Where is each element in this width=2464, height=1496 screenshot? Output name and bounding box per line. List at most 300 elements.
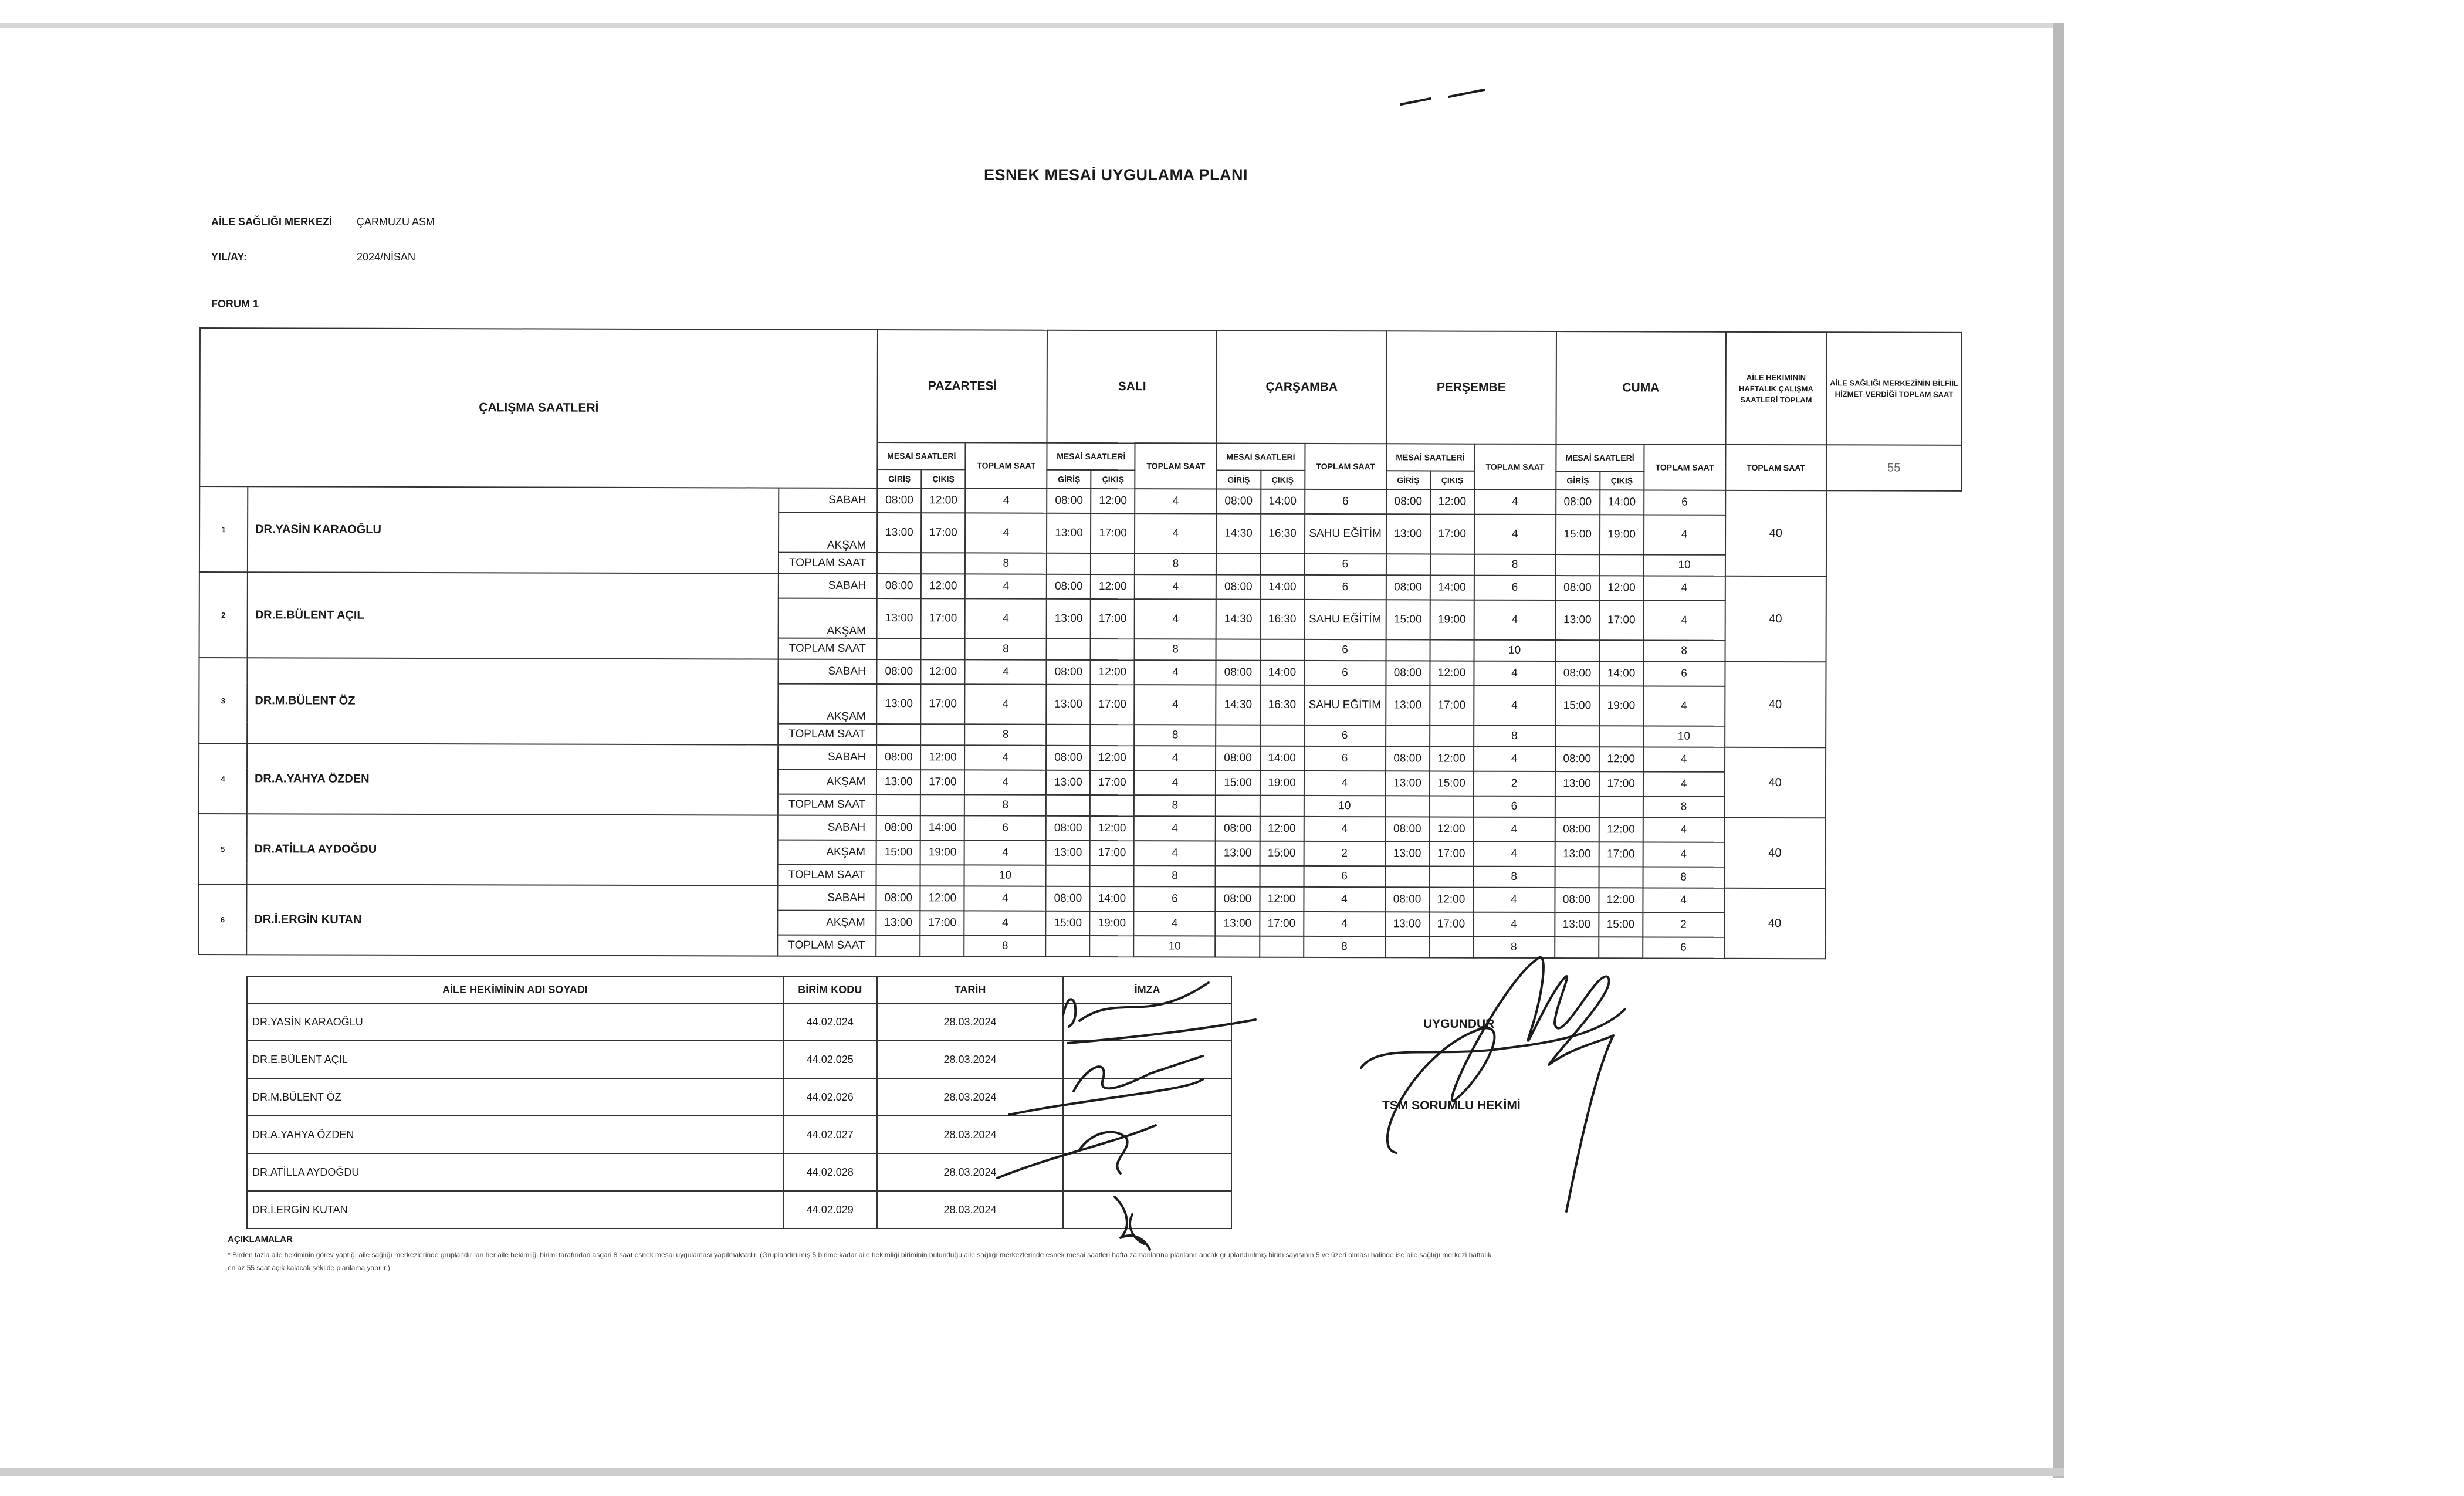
start-time: 08:00 xyxy=(1386,661,1430,685)
shift-hours: 4 xyxy=(1134,770,1216,795)
start-time: 13:00 xyxy=(877,684,921,724)
day-total-value: 8 xyxy=(1474,554,1555,576)
shift-label-sabah: SABAH xyxy=(778,815,876,840)
row-total-label: TOPLAM SAAT xyxy=(778,724,876,745)
end-time: 16:30 xyxy=(1260,685,1304,725)
cikis-header: ÇIKIŞ xyxy=(1600,471,1644,490)
shift-hours: 6 xyxy=(1643,661,1725,686)
day-total-value: 10 xyxy=(1474,640,1555,661)
document-title: ESNEK MESAİ UYGULAMA PLANI xyxy=(984,166,1248,184)
shift-hours: 4 xyxy=(1135,513,1216,553)
center-label: AİLE SAĞLIĞI MERKEZİ xyxy=(211,216,333,228)
shift-hours: 4 xyxy=(1643,842,1724,867)
day-total-header: TOPLAM SAAT xyxy=(1135,443,1217,489)
shift-hours: 4 xyxy=(1474,686,1555,726)
day-header-monday: PAZARTESİ xyxy=(878,330,1048,443)
shift-hours: 4 xyxy=(1474,515,1556,554)
start-time: 13:00 xyxy=(1386,514,1430,554)
day-total-header: TOPLAM SAAT xyxy=(1644,444,1725,490)
day-total-value: 8 xyxy=(1643,796,1724,817)
start-time: 08:00 xyxy=(1386,489,1430,514)
start-time: 08:00 xyxy=(1555,661,1599,686)
end-time: 16:30 xyxy=(1260,600,1304,639)
doctor-number: 4 xyxy=(199,743,247,814)
day-total-value: 6 xyxy=(1643,937,1724,958)
cikis-header: ÇIKIŞ xyxy=(1091,470,1135,489)
giris-header: GİRİŞ xyxy=(878,469,922,488)
start-time: 13:00 xyxy=(1385,912,1429,936)
cikis-header: ÇIKIŞ xyxy=(922,469,966,488)
end-time: 12:00 xyxy=(1091,660,1135,685)
start-time: 15:00 xyxy=(1386,600,1430,639)
doctor-number: 5 xyxy=(199,814,247,884)
start-time: 08:00 xyxy=(1216,661,1260,685)
day-total-value: 10 xyxy=(1304,796,1385,817)
end-time: 15:00 xyxy=(1429,771,1473,796)
center-value: ÇARMUZU ASM xyxy=(357,216,435,228)
row-total-label: TOPLAM SAAT xyxy=(778,865,876,886)
sig-doctor-name: DR.YASİN KARAOĞLU xyxy=(247,1003,783,1041)
start-time: 08:00 xyxy=(1386,746,1430,771)
end-time: 12:00 xyxy=(1599,576,1643,600)
signature-4 xyxy=(1115,1197,1150,1250)
day-total-value: 8 xyxy=(964,794,1046,815)
shift-label-aksam: AKŞAM xyxy=(779,598,877,638)
start-time: 13:00 xyxy=(1555,771,1599,796)
sig-doctor-name: DR.E.BÜLENT AÇIL xyxy=(247,1041,783,1078)
shift-hours: 2 xyxy=(1643,912,1724,937)
doctor-name: DR.ATİLLA AYDOĞDU xyxy=(247,814,779,885)
start-time: 08:00 xyxy=(1555,747,1599,771)
end-time: 19:00 xyxy=(1600,515,1644,554)
shift-hours: 4 xyxy=(1474,600,1555,640)
shift-hours: 4 xyxy=(1474,490,1556,515)
shift-hours: 4 xyxy=(964,886,1046,911)
end-time: 17:00 xyxy=(1090,841,1134,865)
doctor-name: DR.M.BÜLENT ÖZ xyxy=(247,658,779,744)
end-time: 14:00 xyxy=(1600,490,1644,515)
start-time: 08:00 xyxy=(1047,489,1091,513)
shift-label-sabah: SABAH xyxy=(778,745,876,770)
weekly-total-value: 40 xyxy=(1724,888,1825,959)
shift-label-sabah: SABAH xyxy=(778,886,876,911)
sig-date: 28.03.2024 xyxy=(877,1078,1064,1116)
end-time: 19:00 xyxy=(1260,771,1304,796)
shift-hours: 4 xyxy=(1643,771,1725,796)
shift-hours: 4 xyxy=(1643,600,1725,640)
shift-hours: 4 xyxy=(1473,842,1555,867)
shift-hours: SAHU EĞİTİM xyxy=(1304,685,1386,725)
shift-hours: 6 xyxy=(1474,576,1555,600)
weekly-total-header: AİLE HEKİMİNİN HAFTALIK ÇALIŞMA SAATLERİ TOPLAM xyxy=(1725,332,1827,445)
end-time: 12:00 xyxy=(921,659,965,684)
cikis-header: ÇIKIŞ xyxy=(1261,471,1305,489)
doctor-number: 6 xyxy=(198,884,246,955)
shift-hours: 4 xyxy=(1473,817,1555,842)
sig-date: 28.03.2024 xyxy=(877,1003,1064,1041)
shift-hours: 6 xyxy=(1304,661,1386,685)
shift-label-sabah: SABAH xyxy=(779,574,877,598)
end-time: 14:00 xyxy=(1599,661,1643,686)
end-time: 17:00 xyxy=(1599,600,1643,640)
signature-1 xyxy=(1063,983,1255,1043)
day-total-value: 8 xyxy=(1134,795,1216,816)
shift-hours: 4 xyxy=(1135,574,1216,599)
end-time: 17:00 xyxy=(1429,912,1473,936)
weekly-total-subheader: TOPLAM SAAT xyxy=(1725,445,1826,490)
period-label: YIL/AY: xyxy=(211,251,248,263)
start-time: 08:00 xyxy=(877,659,921,684)
shift-hours: 6 xyxy=(1644,490,1725,515)
shift-hours: 6 xyxy=(964,815,1046,840)
start-time: 08:00 xyxy=(877,574,921,598)
end-time: 12:00 xyxy=(1090,746,1134,770)
shift-hours: 2 xyxy=(1473,771,1555,796)
shift-hours: 4 xyxy=(965,513,1047,553)
end-time: 19:00 xyxy=(1090,911,1134,936)
giris-header: GİRİŞ xyxy=(1047,470,1091,489)
shift-hours: 4 xyxy=(1473,912,1555,937)
end-time: 19:00 xyxy=(920,840,964,865)
start-time: 08:00 xyxy=(1047,574,1091,599)
day-header-tuesday: SALI xyxy=(1047,330,1217,444)
officer-title: TSM SORUMLU HEKİMİ xyxy=(1382,1099,1521,1112)
end-time: 12:00 xyxy=(1091,489,1135,513)
end-time: 17:00 xyxy=(920,770,964,794)
sig-unit-code: 44.02.026 xyxy=(783,1078,877,1116)
shift-hours: 4 xyxy=(1135,489,1217,513)
start-time: 08:00 xyxy=(1555,888,1599,912)
sig-date: 28.03.2024 xyxy=(877,1116,1064,1153)
start-time: 13:00 xyxy=(1555,912,1599,937)
shift-hours: 4 xyxy=(964,840,1046,865)
start-time: 08:00 xyxy=(1385,887,1429,912)
end-time: 12:00 xyxy=(1430,661,1474,685)
start-time: 08:00 xyxy=(1216,817,1260,841)
end-time: 19:00 xyxy=(1599,686,1643,726)
end-time: 17:00 xyxy=(1599,771,1643,796)
day-total-value: 8 xyxy=(1474,726,1555,747)
notes-text: * Birden fazla aile hekiminin görev yaptığı aile sağlığı merkezlerinde gruplandırılan her aile hekimliği birimi tarafından asgari 8 saat esnek mesai uygulaması yapılmaktadır. (Gruplandırılmış 5 birime kadar aile hekimliği biriminin bulunduğu aile sağlığı merkezlerinde esnek mesai saatleri hafta zamanlarına planlanır ancak gruplandırılmış birim sayısının 5 ve üzeri olması halinde ise aile sağlığı merkezi haftalık en az 55 saat açık kalacak şekilde planlama yapılır.) xyxy=(228,1251,1492,1272)
sig-doctor-name: DR.M.BÜLENT ÖZ xyxy=(247,1078,783,1116)
center-total-value: 55 xyxy=(1826,445,1961,491)
mesai-header: MESAİ SAATLERİ xyxy=(1386,444,1474,471)
shift-hours: 4 xyxy=(1474,747,1555,771)
end-time: 12:00 xyxy=(1429,817,1473,841)
sig-date: 28.03.2024 xyxy=(877,1191,1064,1228)
shift-hours: 4 xyxy=(964,745,1046,770)
cikis-header: ÇIKIŞ xyxy=(1430,471,1474,489)
end-time: 17:00 xyxy=(1430,514,1474,554)
shift-hours: 4 xyxy=(1643,817,1724,842)
start-time: 08:00 xyxy=(1555,576,1599,600)
end-time: 12:00 xyxy=(1429,887,1473,912)
sig-doctor-name: DR.A.YAHYA ÖZDEN xyxy=(247,1116,783,1153)
start-time: 08:00 xyxy=(1555,817,1599,842)
start-time: 13:00 xyxy=(1385,841,1429,866)
end-time: 16:30 xyxy=(1260,514,1304,554)
day-total-value: 8 xyxy=(1473,937,1555,958)
sig-header-date: TARİH xyxy=(877,976,1064,1003)
day-total-value: 6 xyxy=(1304,725,1386,746)
row-total-label: TOPLAM SAAT xyxy=(779,553,877,574)
day-header-wednesday: ÇARŞAMBA xyxy=(1217,331,1387,444)
shift-hours: 4 xyxy=(965,574,1047,598)
start-time: 13:00 xyxy=(1555,842,1599,867)
doctor-number: 1 xyxy=(199,486,248,572)
start-time: 15:00 xyxy=(876,840,920,865)
start-time: 08:00 xyxy=(1046,746,1090,770)
start-time: 08:00 xyxy=(1046,886,1090,911)
day-total-value: 8 xyxy=(1643,867,1724,888)
end-time: 12:00 xyxy=(921,574,965,598)
start-time: 08:00 xyxy=(1217,489,1261,514)
weekly-total-value: 40 xyxy=(1725,490,1826,576)
start-time: 15:00 xyxy=(1555,686,1599,726)
day-total-value: 6 xyxy=(1304,554,1386,575)
end-time: 14:00 xyxy=(1090,886,1134,911)
end-time: 12:00 xyxy=(1599,747,1643,771)
shift-hours: 4 xyxy=(1134,841,1216,865)
shift-hours: 4 xyxy=(1643,888,1724,912)
sig-unit-code: 44.02.025 xyxy=(783,1041,877,1078)
row-total-label: TOPLAM SAAT xyxy=(779,638,877,659)
row-total-label: TOPLAM SAAT xyxy=(778,794,876,815)
start-time: 08:00 xyxy=(1216,887,1260,912)
sig-header-code: BİRİM KODU xyxy=(783,976,877,1003)
period-value: 2024/NİSAN xyxy=(357,251,416,263)
weekly-total-value: 40 xyxy=(1724,747,1825,818)
start-time: 13:00 xyxy=(1385,771,1429,796)
day-total-header: TOPLAM SAAT xyxy=(1474,444,1556,490)
start-time: 08:00 xyxy=(1216,746,1260,771)
sig-unit-code: 44.02.024 xyxy=(783,1003,877,1041)
end-time: 12:00 xyxy=(1091,574,1135,599)
shift-hours: 4 xyxy=(1474,661,1555,686)
center-total-header: AİLE SAĞLIĞI MERKEZİNİN BİLFİİL HİZMET VERDİĞİ TOPLAM SAAT xyxy=(1826,332,1962,445)
day-header-thursday: PERŞEMBE xyxy=(1386,331,1556,444)
day-total-value: 10 xyxy=(1643,726,1725,747)
shift-hours: 4 xyxy=(1473,888,1555,912)
start-time: 13:00 xyxy=(1555,600,1599,640)
end-time: 12:00 xyxy=(1260,887,1304,912)
weekly-total-value: 40 xyxy=(1724,818,1825,888)
end-time: 14:00 xyxy=(1260,746,1304,771)
end-time: 19:00 xyxy=(1430,600,1474,639)
shift-hours: 4 xyxy=(1135,660,1216,685)
start-time: 08:00 xyxy=(876,886,920,911)
shift-hours: 4 xyxy=(966,488,1047,513)
mesai-header: MESAİ SAATLERİ xyxy=(1047,443,1135,470)
start-time: 13:00 xyxy=(1047,685,1091,725)
shift-hours: 4 xyxy=(1304,912,1385,936)
day-total-header: TOPLAM SAAT xyxy=(1305,444,1386,489)
signature-2 xyxy=(1009,1056,1203,1115)
start-time: 13:00 xyxy=(1046,770,1090,795)
shift-hours: 4 xyxy=(1135,685,1216,725)
end-time: 12:00 xyxy=(920,886,964,911)
shift-hours: 4 xyxy=(964,770,1046,794)
start-time: 08:00 xyxy=(1216,575,1260,600)
end-time: 12:00 xyxy=(1090,816,1134,841)
shift-hours: 4 xyxy=(1643,686,1725,726)
shift-hours: 4 xyxy=(1644,515,1725,554)
start-time: 15:00 xyxy=(1556,515,1600,554)
start-time: 08:00 xyxy=(1385,817,1429,841)
signature-3 xyxy=(997,1125,1156,1178)
shift-hours: 4 xyxy=(1304,817,1385,841)
day-total-value: 6 xyxy=(1304,639,1386,661)
end-time: 14:00 xyxy=(1260,575,1304,600)
sig-header-name: AİLE HEKİMİNİN ADI SOYADI xyxy=(247,976,783,1003)
shift-hours: 6 xyxy=(1304,746,1386,771)
sig-header-signature: İMZA xyxy=(1063,976,1231,1003)
sig-doctor-name: DR.İ.ERGİN KUTAN xyxy=(247,1191,783,1228)
doctor-name: DR.İ.ERGİN KUTAN xyxy=(246,884,778,956)
day-total-value: 10 xyxy=(1134,936,1216,957)
shift-hours: 4 xyxy=(964,911,1046,935)
approval-signature xyxy=(1361,957,1625,1211)
day-total-value: 8 xyxy=(1134,865,1216,886)
shift-hours: 4 xyxy=(965,684,1047,724)
end-time: 12:00 xyxy=(1599,817,1643,842)
start-time: 15:00 xyxy=(1046,911,1090,936)
end-time: 15:00 xyxy=(1599,912,1643,937)
end-time: 17:00 xyxy=(1091,513,1135,553)
shift-hours: 6 xyxy=(1134,886,1216,911)
end-time: 12:00 xyxy=(1260,817,1304,841)
end-time: 17:00 xyxy=(1430,685,1474,725)
start-time: 13:00 xyxy=(1216,912,1260,936)
day-total-value: 8 xyxy=(964,935,1046,956)
start-time: 14:30 xyxy=(1216,600,1260,639)
doctor-number: 3 xyxy=(199,658,247,743)
shift-hours: 6 xyxy=(1304,575,1386,600)
sig-unit-code: 44.02.029 xyxy=(783,1191,877,1228)
shift-hours: 4 xyxy=(1304,771,1385,796)
shift-hours: 4 xyxy=(1135,599,1216,639)
shift-hours: 4 xyxy=(965,659,1047,684)
start-time: 13:00 xyxy=(877,513,921,553)
end-time: 17:00 xyxy=(1091,685,1135,725)
start-time: 14:30 xyxy=(1216,685,1260,725)
giris-header: GİRİŞ xyxy=(1386,471,1430,489)
start-time: 13:00 xyxy=(1047,513,1091,553)
start-time: 13:00 xyxy=(876,911,920,935)
mesai-header: MESAİ SAATLERİ xyxy=(1217,444,1305,471)
start-time: 08:00 xyxy=(1046,816,1090,841)
day-total-value: 10 xyxy=(1644,554,1725,576)
giris-header: GİRİŞ xyxy=(1556,471,1600,490)
end-time: 14:00 xyxy=(1260,661,1304,685)
end-time: 14:00 xyxy=(1261,489,1305,514)
start-time: 15:00 xyxy=(1216,771,1260,796)
work-hours-header: ÇALIŞMA SAATLERİ xyxy=(199,328,878,488)
shift-hours: 4 xyxy=(1134,911,1216,936)
shift-label-aksam: AKŞAM xyxy=(779,513,877,553)
start-time: 08:00 xyxy=(1556,490,1600,515)
shift-hours: 4 xyxy=(1643,576,1725,600)
mesai-header: MESAİ SAATLERİ xyxy=(878,442,966,469)
sig-doctor-name: DR.ATİLLA AYDOĞDU xyxy=(247,1153,783,1191)
end-time: 14:00 xyxy=(920,815,964,840)
sig-unit-code: 44.02.027 xyxy=(783,1116,877,1153)
day-total-value: 8 xyxy=(1135,639,1216,660)
shift-hours: 4 xyxy=(965,598,1047,638)
shift-hours: SAHU EĞİTİM xyxy=(1305,514,1386,554)
end-time: 17:00 xyxy=(921,513,965,553)
shift-label-aksam: AKŞAM xyxy=(778,840,876,865)
start-time: 08:00 xyxy=(876,815,920,840)
end-time: 17:00 xyxy=(1260,912,1304,936)
end-time: 12:00 xyxy=(1430,489,1474,514)
end-time: 17:00 xyxy=(921,684,965,724)
start-time: 08:00 xyxy=(878,488,922,513)
end-time: 17:00 xyxy=(920,911,964,935)
shift-hours: 4 xyxy=(1134,816,1216,841)
shift-hours: 6 xyxy=(1305,489,1386,514)
start-time: 08:00 xyxy=(1047,660,1091,685)
end-time: 12:00 xyxy=(920,745,964,770)
sig-date: 28.03.2024 xyxy=(877,1041,1064,1078)
end-time: 12:00 xyxy=(1430,746,1474,771)
shift-label-sabah: SABAH xyxy=(779,659,877,684)
start-time: 08:00 xyxy=(876,745,920,770)
shift-label-aksam: AKŞAM xyxy=(779,684,877,724)
end-time: 17:00 xyxy=(1090,770,1134,795)
day-header-friday: CUMA xyxy=(1556,331,1726,445)
doctor-name: DR.E.BÜLENT AÇIL xyxy=(248,572,779,659)
start-time: 13:00 xyxy=(1047,599,1091,639)
day-total-value: 8 xyxy=(965,553,1047,574)
end-time: 17:00 xyxy=(1599,842,1643,867)
sig-date: 28.03.2024 xyxy=(877,1153,1064,1191)
doctor-name: DR.A.YAHYA ÖZDEN xyxy=(247,743,779,815)
scan-marks xyxy=(1401,90,1484,104)
day-total-value: 8 xyxy=(1304,936,1385,957)
day-total-value: 8 xyxy=(1135,553,1216,574)
start-time: 14:30 xyxy=(1216,514,1260,554)
doctor-number: 2 xyxy=(199,572,248,658)
day-total-value: 6 xyxy=(1473,796,1555,817)
day-total-value: 8 xyxy=(965,638,1047,659)
mesai-header: MESAİ SAATLERİ xyxy=(1556,444,1644,471)
shift-label-aksam: AKŞAM xyxy=(778,770,876,794)
end-time: 17:00 xyxy=(1429,841,1473,866)
shift-label-aksam: AKŞAM xyxy=(778,911,876,935)
shift-label-sabah: SABAH xyxy=(779,488,877,513)
start-time: 13:00 xyxy=(877,598,921,638)
end-time: 15:00 xyxy=(1260,841,1304,866)
day-total-value: 8 xyxy=(1643,640,1725,661)
start-time: 13:00 xyxy=(876,770,920,794)
day-total-value: 8 xyxy=(1473,867,1555,888)
end-time: 17:00 xyxy=(1091,599,1135,639)
end-time: 12:00 xyxy=(1599,888,1643,912)
form-label: FORUM 1 xyxy=(211,298,259,310)
doctor-name: DR.YASİN KARAOĞLU xyxy=(248,486,779,573)
start-time: 13:00 xyxy=(1386,685,1430,725)
giris-header: GİRİŞ xyxy=(1217,471,1261,489)
shift-hours: 4 xyxy=(1134,746,1216,770)
sig-unit-code: 44.02.028 xyxy=(783,1153,877,1191)
shift-hours: 4 xyxy=(1304,887,1385,912)
end-time: 12:00 xyxy=(922,488,966,513)
start-time: 08:00 xyxy=(1386,575,1430,600)
end-time: 17:00 xyxy=(921,598,965,638)
notes-heading: AÇIKLAMALAR xyxy=(228,1234,293,1244)
start-time: 13:00 xyxy=(1216,841,1260,866)
